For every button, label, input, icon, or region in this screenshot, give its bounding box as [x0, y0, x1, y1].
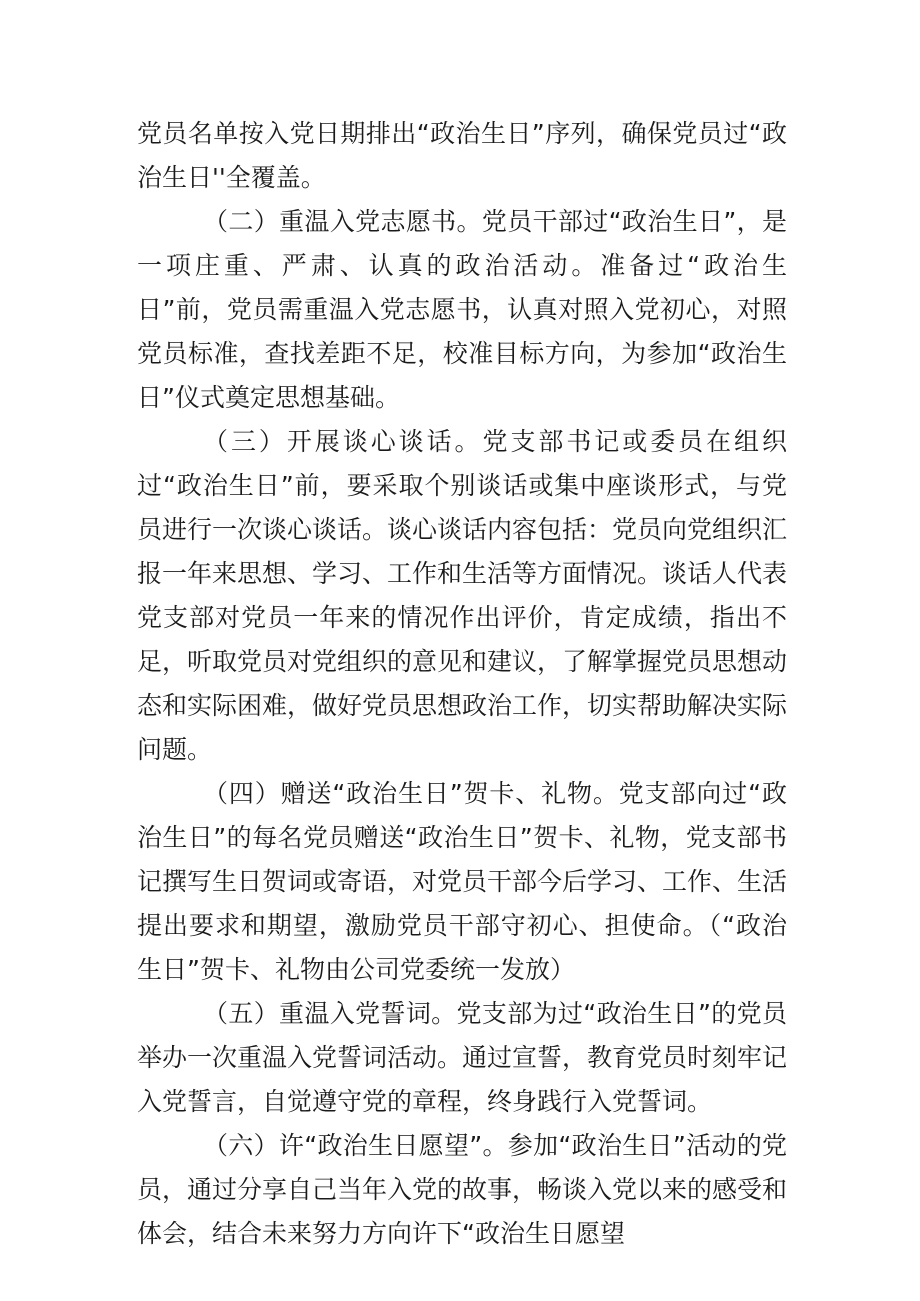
- paragraph-roster: 党员名单按入党日期排出“政治生日”序列，确保党员过“政治生日''全覆盖。: [137, 119, 787, 192]
- paragraph-heart-to-heart-talk: （三）开展谈心谈话。党支部书记或委员在组织过“政治生日”前，要采取个别谈话或集中座谈形式，与党员进行一次谈心谈话。谈心谈话内容包括：党员向党组织汇报一年来思想、学习、工作和生活等方面情况。谈话人代表党支部对党员一年来的情况作出评价，肯定成绩，指出不足，听取党员对党组织的意见和建议，了解掌握党员思想动态和实际困难，做好党员思想政治工作，切实帮助解决实际问题。: [137, 427, 788, 764]
- paragraph-review-application: （二）重温入党志愿书。党员干部过“政治生日”，是一项庄重、严肃、认真的政治活动。准备过“政治生日”前，党员需重温入党志愿书，认真对照入党初心，对照党员标准，查找差距不足，校准目标方向，为参加“政治生日”仪式奠定思想基础。: [137, 207, 787, 412]
- paragraph-birthday-wish: （六）许“政治生日愿望”。参加“政治生日”活动的党员，通过分享自己当年入党的故事，畅谈入党以来的感受和体会，结合未来努力方向许下“政治生日愿望: [137, 1131, 788, 1248]
- paragraph-oath-review: （五）重温入党誓词。党支部为过“政治生日”的党员举办一次重温入党誓词活动。通过宣誓，教育党员时刻牢记入党誓言，自觉遵守党的章程，终身践行入党誓词。: [137, 999, 788, 1116]
- document-body: [137, 112, 787, 1256]
- paragraph-gift-card: （四）赠送“政治生日”贺卡、礼物。党支部向过“政治生日”的每名党员赠送“政治生日”贺卡、礼物，党支部书记撰写生日贺词或寄语，对党员干部今后学习、工作、生活提出要求和期望，激励党员干部守初心、担使命。（“政治生日”贺卡、礼物由公司党委统一发放）: [137, 779, 788, 984]
